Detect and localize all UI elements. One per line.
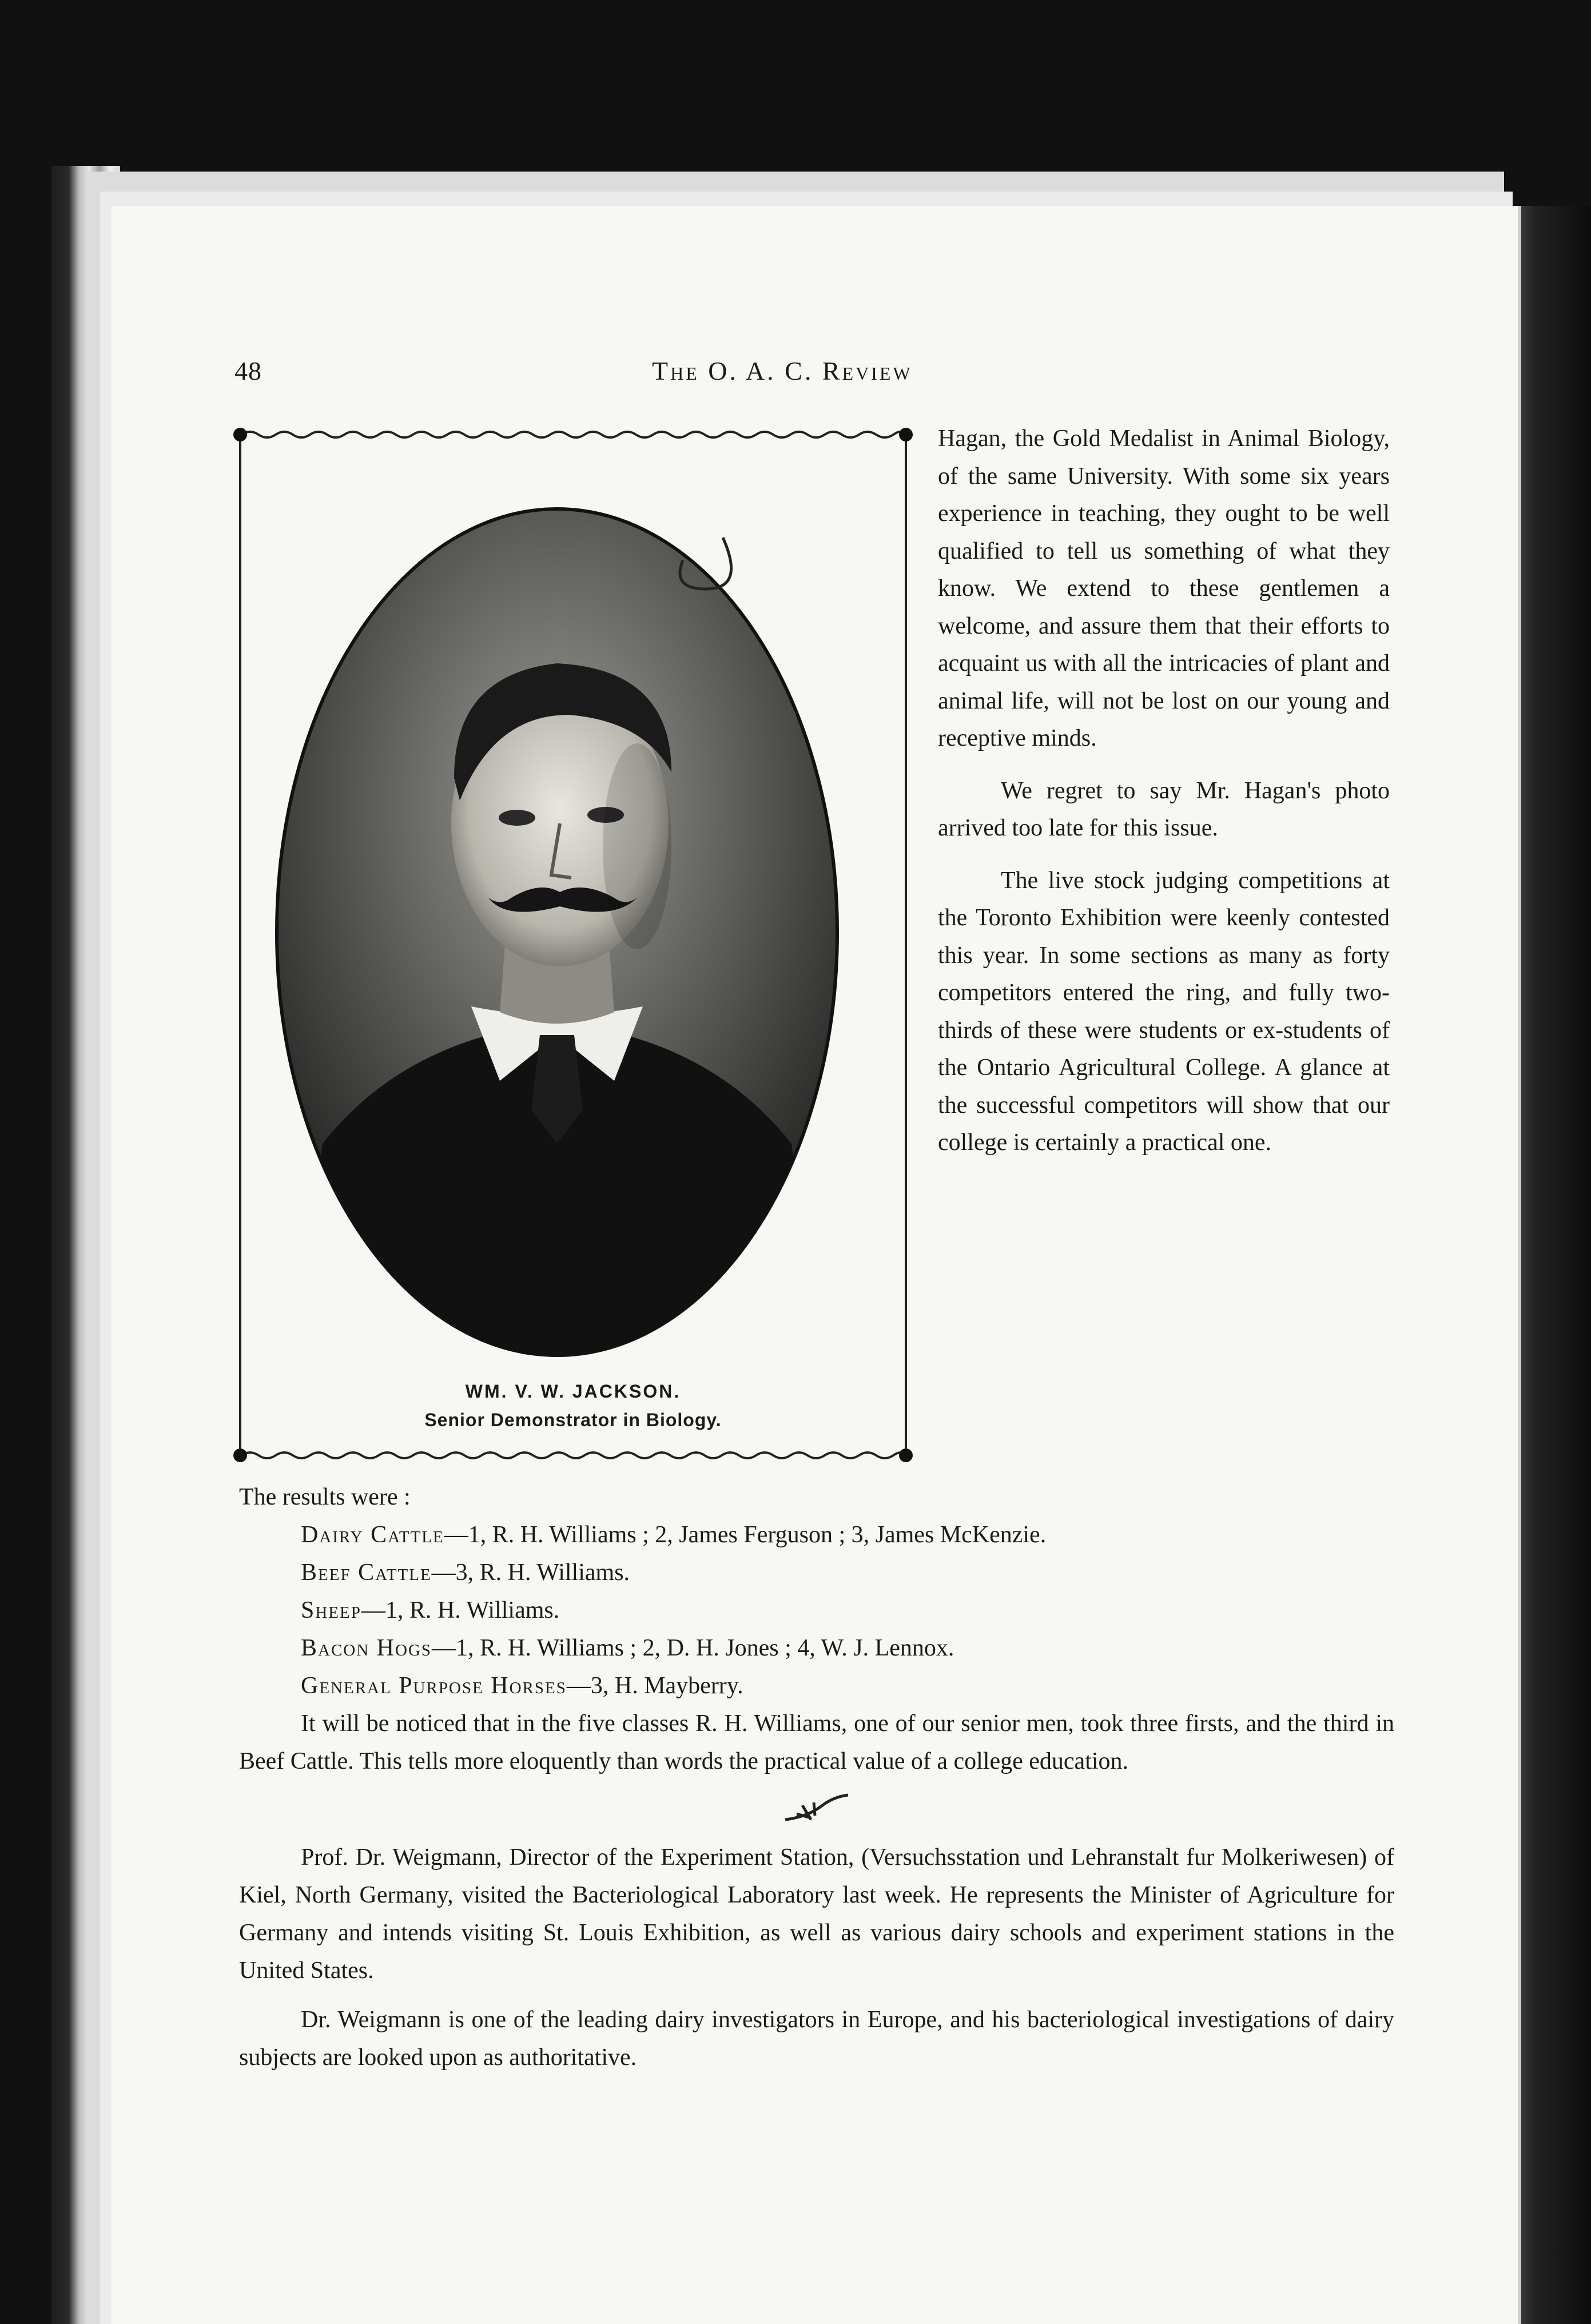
frame-corner-dot — [233, 428, 247, 441]
frame-corner-dot — [899, 1448, 913, 1462]
results-conclusion: It will be noticed that in the five classes R. H. Williams, one of our senior men, took three firsts, and the third in Beef Cattle. This tells more eloquently than words the practical value of a college education. — [239, 1710, 1394, 1774]
paragraph-hagan: Hagan, the Gold Medalist in Animal Biology, of the same University. With some six years experience in teaching, they ought to be well qualified to tell us something of what they know. We extend to these gentlemen a welcome, and assure them that their efforts to acquaint us with all the intricacies of plant and animal life, will not be lost on our young and receptive minds. — [938, 425, 1390, 751]
paragraph-weigmann-visit: Prof. Dr. Weigmann, Director of the Experiment Station, (Versuchsstation und Lehranstalt fur Molkeriwesen) of Kiel, North Germany, visited the Bacteriological Laboratory last week. He represents the Minister of Agriculture for Germany and intends visiting St. Louis Exhibition, as well as various dairy schools and experiment stations in the United States. — [239, 1844, 1394, 1984]
result-class: Beef Cattle — [301, 1559, 432, 1586]
result-item — [301, 1629, 1394, 1667]
page-number: 48 — [234, 356, 262, 385]
portrait-photo — [271, 503, 843, 1361]
result-class: Dairy Cattle — [301, 1522, 444, 1548]
frame-top-rule — [241, 429, 905, 440]
result-class: Sheep — [301, 1597, 361, 1623]
frame-corner-dot — [233, 1448, 247, 1462]
frame-bottom-rule — [241, 1450, 905, 1461]
portrait-caption-title: Senior Demonstrator in Biology. — [424, 1410, 722, 1430]
result-text: —3, R. H. Williams. — [431, 1559, 630, 1586]
result-item — [301, 1591, 1394, 1629]
full-width-text — [239, 1478, 1394, 2076]
result-item — [301, 1516, 1394, 1554]
result-item — [301, 1554, 1394, 1591]
result-item — [301, 1667, 1394, 1705]
frame-corner-dot — [899, 428, 913, 441]
results-list — [239, 1516, 1394, 1705]
result-text: —3, H. Mayberry. — [566, 1673, 743, 1699]
result-class: General Purpose Horses — [301, 1673, 567, 1699]
result-text: —1, R. H. Williams. — [361, 1597, 560, 1623]
right-column-text — [938, 420, 1390, 1162]
running-head: The O. A. C. Review — [652, 356, 913, 385]
section-ornament-icon — [779, 1788, 854, 1828]
paragraph-live-stock: The live stock judging competitions at the Toronto Exhibition were keenly contested this year. In some sections as many as forty competitors entered the ring, and fully two-thirds of these were students or ex-students of the Ontario Agricultural College. A glance at the successful competitors will show that our college is certainly a practical one. — [938, 867, 1390, 1156]
result-text: —1, R. H. Williams ; 2, D. H. Jones ; 4, W. J. Lennox. — [432, 1635, 954, 1661]
portrait-caption-name: WM. V. W. JACKSON. — [465, 1381, 681, 1402]
portrait-frame — [239, 435, 907, 1455]
paragraph-weigmann-authority: Dr. Weigmann is one of the leading dairy investigators in Europe, and his bacteriological investigations of dairy subjects are looked upon as authoritative. — [239, 2007, 1394, 2071]
results-intro: The results were : — [239, 1484, 411, 1510]
result-text: —1, R. H. Williams ; 2, James Ferguson ; 3, James McKenzie. — [444, 1522, 1047, 1548]
paragraph-photo-late: We regret to say Mr. Hagan's photo arrived too late for this issue. — [938, 777, 1390, 841]
result-class: Bacon Hogs — [301, 1635, 432, 1661]
